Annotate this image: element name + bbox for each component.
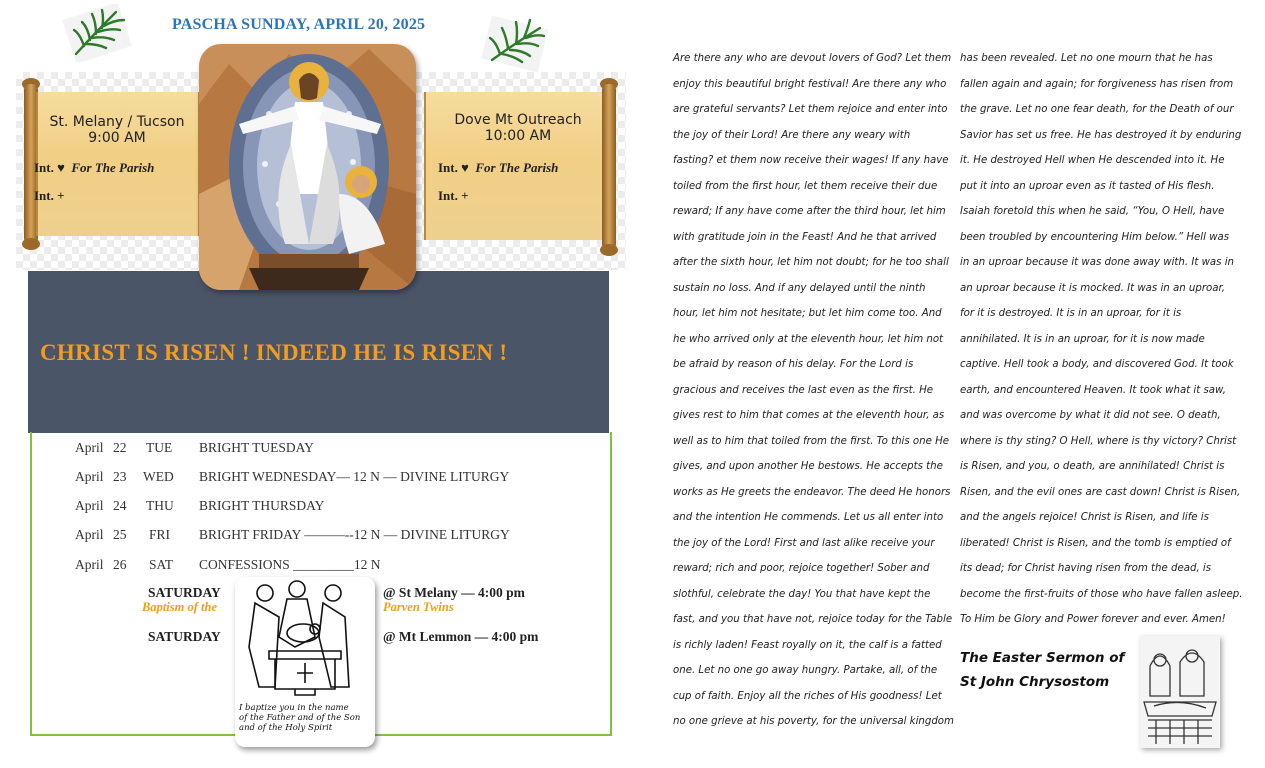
schedule-day: 24 [113,498,127,513]
schedule-month: April [75,440,104,455]
sermon-line: the joy of the Lord! First and last alike receive your [673,537,935,549]
right-scroll-time: 10:00 AM [484,128,552,144]
saturday-1-subtitle: Baptism of the [142,600,218,614]
sermon-line: enjoy this beautiful bright festival! Are there any who [673,78,947,90]
sermon-line: the grave. Let no one fear death, for the Death of our [960,104,1234,115]
sermon-line: reward; If any have come after the third hour, let him [673,206,946,217]
saturday-1-names: Parven Twins [383,600,454,614]
left-scroll-title: St. Melany / Tucson [49,114,185,130]
sermon-line: Are there any who are devout lovers of God? Let them [673,53,952,64]
sermon-line: after the sixth hour, let him not doubt; for he too shall [673,257,949,268]
sermon-line: no one grieve at his poverty, for the universal kingdom [673,716,954,727]
sermon-line: captive. Hell took a body, and discovered God. It took [960,359,1234,370]
sermon-line: Isaiah foretold this when he said, “You, O Hell, have [960,206,1225,217]
sermon-line: one. Let no one go away hungry. Partake, all, of the [673,665,938,676]
saturday-2-place: @ Mt Lemmon — 4:00 pm [383,629,539,644]
sermon-line: the joy of their Lord! Are there any weary with [673,129,911,141]
sermon-line: gives, and upon another He bestows. He accepts the [673,461,943,472]
sermon-line: Risen, and the evil ones are cast down! Christ is Risen, [960,486,1241,498]
sermon-line: earth, and encountered Heaven. It took what it saw, [960,384,1226,396]
schedule-month: April [75,498,104,513]
sermon-line: sustain no loss. And if any delayed until the ninth [673,282,926,294]
left-service-scroll [20,80,200,250]
sermon-line: be afraid by reason of his delay. For the Lord is [673,359,914,370]
left-scroll-time: 9:00 AM [88,130,146,146]
saturday-2-label: SATURDAY [148,629,221,644]
schedule-weekday: TUE [146,440,173,455]
schedule-day: 25 [113,527,127,542]
sermon-line: been troubled by encountering Him below.” Hell was [960,231,1230,243]
saturday-1-place: @ St Melany — 4:00 pm [383,585,525,600]
sermon-line: toiled from the first hour, let them receive their due [673,180,938,192]
sermon-line: become the first-fruits of those who have fallen asleep. [960,588,1243,600]
sermon-line: he who arrived only at the eleventh hour, let him not [673,333,944,345]
sermon-line: and the angels rejoice! Christ is Risen, and life is [960,512,1209,523]
sermon-line: is richly laden! Feast royally on it, the calf is a fatted [673,639,942,651]
schedule-event: BRIGHT FRIDAY ———--12 N — DIVINE LITURGY [199,527,510,542]
palm-branch-right-icon [480,14,550,77]
sermon-line: with gratitude join in the Feast! And he that arrived [673,231,937,243]
schedule-event: BRIGHT WEDNESDAY— 12 N — DIVINE LITURGY [199,469,510,484]
right-scroll-title: Dove Mt Outreach [454,112,582,128]
schedule-weekday: FRI [149,527,171,542]
right-scroll-intention-1: Int. ♥ For The Parish [438,160,559,175]
schedule-weekday: SAT [149,557,174,572]
sermon-line: gracious and receives the last even as the first. He [673,384,934,396]
right-scroll-intention-2: Int. + [438,188,469,203]
sermon-line: where is thy sting? O Hell, where is thy victory? Christ [960,435,1237,447]
page-date-heading: PASCHA SUNDAY, APRIL 20, 2025 [172,16,426,33]
sermon-line: is Risen, and you, o death, are annihilated! Christ is [960,461,1225,472]
sermon-line: annihilated. It is in an uproar, for it is now made [960,333,1205,345]
sermon-line: hour, let him not hesitate; but let him come too. And [673,308,942,319]
schedule-event: BRIGHT THURSDAY [199,498,325,513]
chrysostom-icon-image [1140,636,1220,748]
sermon-line: are grateful servants? Let them rejoice and enter into [673,104,948,115]
sermon-column-1 [673,46,954,735]
sermon-line: an uproar because it is mocked. It was in an uproar, [960,282,1226,294]
sermon-line: gives rest to him that comes at the eleventh hour, as [673,410,945,421]
sermon-line: it. He destroyed Hell when He descended into it. He [960,155,1225,166]
left-scroll-intention-2: Int. + [34,188,65,203]
sermon-line: has been revealed. Let no one mourn that he has [960,53,1213,64]
sermon-line: cup of faith. Enjoy all the riches of His goodness! Let [673,690,942,702]
schedule-weekday: WED [143,469,174,484]
sermon-line: reward; rich and poor, rejoice together! Sober and [673,563,930,574]
left-scroll-intention-1: Int. ♥ For The Parish [34,160,155,175]
sermon-line: and was overcome by what it did not see. O death, [960,410,1221,421]
sermon-line: for it is destroyed. It is in an uproar, for it is [960,308,1182,319]
schedule-month: April [75,469,104,484]
sermon-line: well as to him that toiled from the first. To this one He [673,435,950,447]
schedule-day: 23 [113,469,127,484]
sermon-column-2 [960,46,1242,633]
sermon-line: slothful, celebrate the day! You that have kept the [673,588,931,600]
sermon-line: fast, and you that have not, rejoice today for the Table [673,614,953,625]
schedule-month: April [75,557,104,572]
sermon-line: put it into an uproar even as it tasted of His flesh. [960,180,1215,192]
schedule-day: 22 [113,440,127,455]
sermon-line: and the intention He commends. Let us all enter into [673,512,944,523]
schedule-event: BRIGHT TUESDAY [199,440,314,455]
sermon-line: its dead; for Christ having risen from the dead, is [960,563,1212,574]
right-service-scroll [420,80,620,255]
baptism-caption: I baptize you in the name of the Father and of the Son and of the Holy Spirit [239,703,361,733]
palm-branch-left-icon [62,4,132,67]
baptism-illustration [235,577,375,747]
schedule-month: April [75,527,104,542]
sermon-line: works as He greets the endeavor. The deed He honors [673,486,951,498]
sermon-line: fasting? et them now receive their wages! If any have [673,155,949,166]
sermon-line: liberated! Christ is Risen, and the tomb is emptied of [960,537,1231,549]
sermon-line: To Him be Glory and Power forever and ever. Amen! [960,614,1226,625]
schedule-weekday: THU [146,498,174,513]
saturday-1-label: SATURDAY [148,585,221,600]
schedule-day: 26 [113,557,127,572]
sermon-title: The Easter Sermon of St John Chrysostom [960,650,1125,690]
sermon-line: Savior has set us free. He has destroyed it by enduring [960,129,1242,141]
resurrection-icon-image [199,44,416,290]
sermon-line: in an uproar because it was done away with. It was in [960,257,1234,268]
sermon-line: fallen again and again; for forgiveness has risen from [960,78,1234,90]
schedule-event: CONFESSIONS _________12 N [199,557,381,572]
paschal-greeting: CHRIST IS RISEN ! INDEED HE IS RISEN ! [40,340,508,365]
